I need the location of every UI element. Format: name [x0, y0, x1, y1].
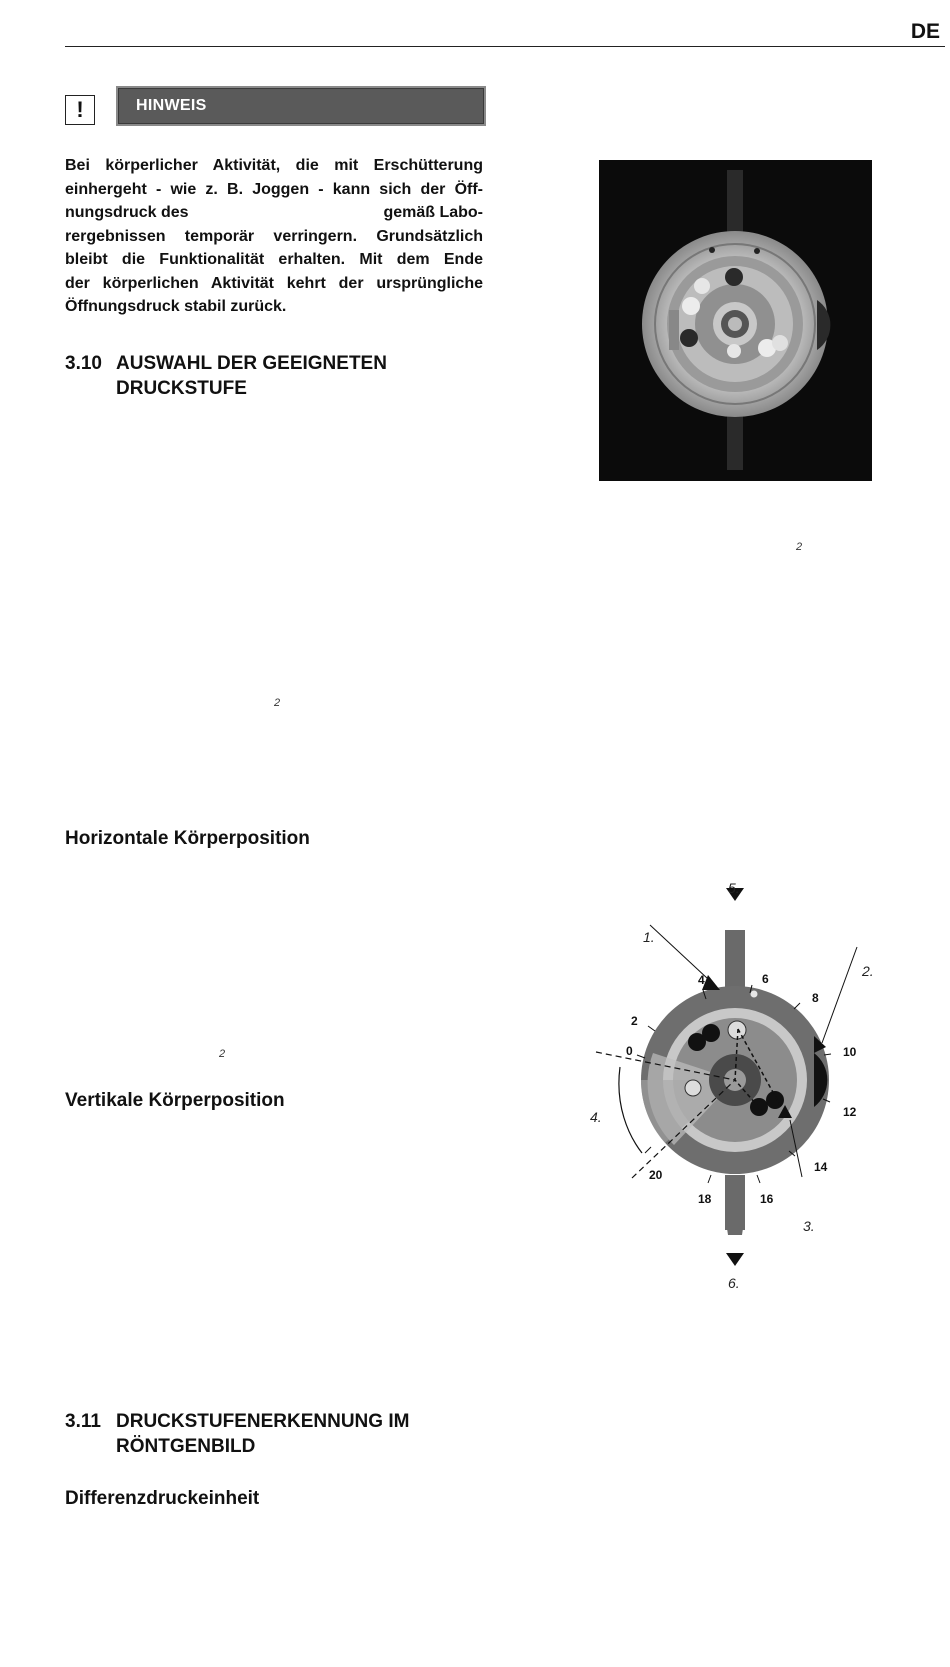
subheading-differenz: Differenzdruckeinheit — [65, 1488, 260, 1509]
section-title-line: AUSWAHL DER GEEIGNETEN — [116, 353, 387, 374]
scale-label: 10 — [843, 1045, 857, 1059]
superscript: 2 — [274, 697, 281, 709]
notice-line: Öffnungsdruck stabil zurück. — [65, 298, 287, 315]
exclamation-icon: ! — [65, 95, 95, 125]
subheading-vertical: Vertikale Körperposition — [65, 1090, 285, 1111]
notice-line: einhergeht - wie z. B. Joggen - kann sich der Öff- — [65, 180, 483, 198]
notice-line: der körperlichen Aktivität kehrt der ursprüngliche — [65, 274, 483, 292]
section-title — [116, 351, 476, 401]
scale-label: 14 — [814, 1160, 828, 1174]
section-number: 3.11 — [65, 1411, 101, 1432]
notice-text — [65, 154, 483, 319]
callout-label: 2. — [862, 963, 874, 979]
callout-label: 5. — [728, 880, 740, 896]
scale-label: 4 — [698, 973, 705, 987]
section-title-line: RÖNTGENBILD — [116, 1436, 256, 1457]
notice-title: HINWEIS — [116, 86, 486, 126]
xray-image — [599, 160, 872, 481]
scale-label: 2 — [631, 1014, 638, 1028]
notice-line-part: gemäß Labo- — [383, 204, 483, 221]
header-rule-right — [900, 46, 945, 47]
section-title — [116, 1409, 476, 1459]
subheading-horizontal: Horizontale Körperposition — [65, 828, 310, 849]
scale-label: 20 — [649, 1168, 663, 1182]
scale-label: 12 — [843, 1105, 857, 1119]
header-rule — [65, 46, 942, 47]
notice-line: Bei körperlicher Aktivität, die mit Erschütterung — [65, 157, 483, 174]
section-title-line: DRUCKSTUFE — [116, 378, 247, 399]
callout-label: 1. — [643, 929, 655, 945]
callout-label: 6. — [728, 1275, 740, 1291]
callout-label: 3. — [803, 1218, 815, 1234]
notice-line-part: nungsdruck des — [65, 204, 189, 221]
notice-line — [65, 201, 483, 225]
superscript: 2 — [219, 1048, 226, 1060]
section-number: 3.10 — [65, 353, 102, 374]
scale-label: 6 — [762, 972, 769, 986]
scale-label: 8 — [812, 991, 819, 1005]
superscript: 2 — [796, 541, 803, 553]
language-code: DE — [910, 20, 940, 43]
scale-label: 0 — [626, 1044, 633, 1058]
valve-diagram — [580, 875, 890, 1295]
section-title-line: DRUCKSTUFENERKENNUNG IM — [116, 1411, 410, 1432]
scale-label: 16 — [760, 1192, 774, 1206]
callout-label: 4. — [590, 1109, 602, 1125]
notice-line: bleibt die Funktionalität erhalten. Mit dem Ende — [65, 251, 483, 268]
scale-label: 18 — [698, 1192, 712, 1206]
notice-line: rergebnissen temporär verringern. Grundsätzlich — [65, 227, 483, 245]
